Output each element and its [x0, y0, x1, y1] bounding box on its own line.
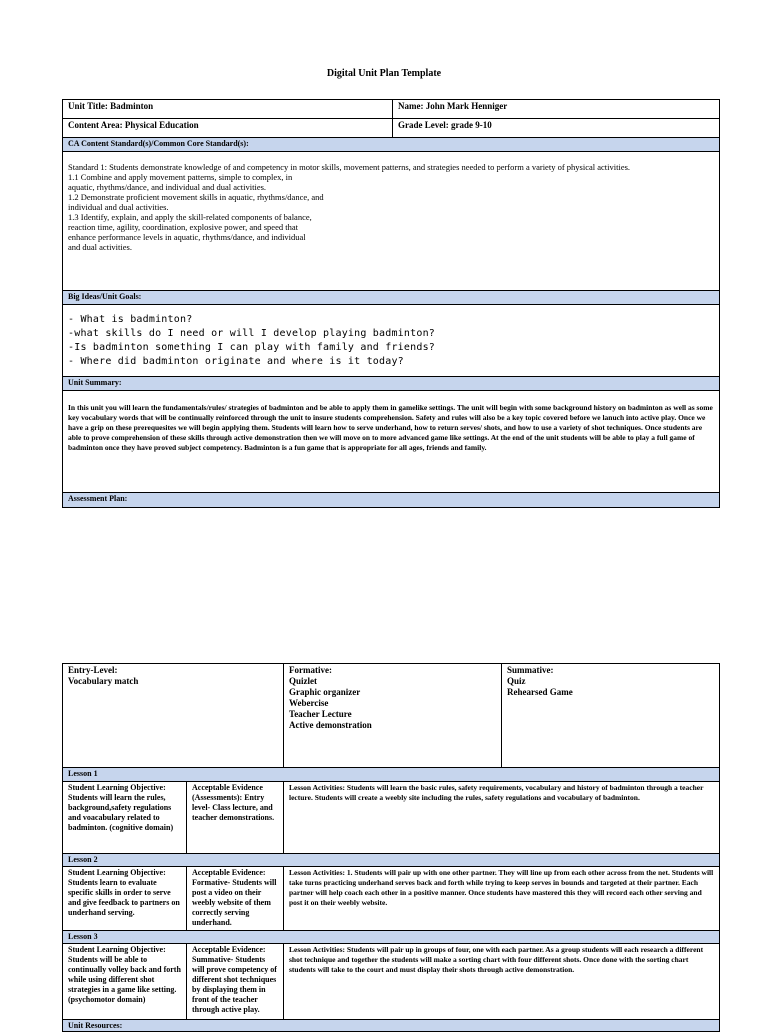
name-cell: Name: John Mark Henniger	[393, 100, 720, 119]
lesson-1-band: Lesson 1	[63, 768, 720, 782]
document-title: Digital Unit Plan Template	[326, 68, 442, 79]
big-idea-item: -what skills do I need or will I develop playing badminton?	[68, 328, 436, 339]
lesson-1-evidence: Acceptable Evidence (Assessments): Entry level- Class lecture, and teacher demonstrations.	[187, 782, 284, 854]
assessment-plan-heading: Assessment Plan:	[63, 493, 720, 508]
formative-cell: Formative: Quizlet Graphic organizer Webercise Teacher Lecture Active demonstration	[284, 664, 502, 768]
lesson-2-band: Lesson 2	[63, 854, 720, 867]
lesson-3-band: Lesson 3	[63, 931, 720, 944]
unit-plan-table	[62, 99, 720, 508]
big-idea-item: - What is badminton?	[68, 314, 193, 325]
big-idea-item: -Is badminton something I can play with family and friends?	[68, 342, 436, 353]
lesson-1-activities: Lesson Activities: Students will learn the basic rules, safety requirements, vocabulary and history of badminton through a teacher lecture. Students will create a weebly site including the rules, safety regulations and vocabulary of badminton.	[284, 782, 720, 854]
lesson-2-activities: Lesson Activities: 1. Students will pair up with one other partner. They will line up from each other across from the net. Students will take turns practicing underhand serves back and forth while trying to keep serves in bounds and targeted at their partner. Each partner will help coach each other in a positive manner. Once students have mastered this they will record each other serving and post it on their weebly website.	[284, 867, 720, 931]
unit-title-cell: Unit Title: Badminton	[63, 100, 393, 119]
standards-text: Standard 1: Students demonstrate knowledge of and competency in motor skills, movement patterns, and strategies needed to perform a variety of physical activities. 1.1 Combine and apply movement patterns, simple to complex, in aquatic, rhythms/dance, and individual and dual activities. 1.2 Demonstrate proficient movement skills in aquatic, rhythms/dance, and individual and dual activities. 1.3 Identify, explain, and apply the skill-related components of balance, reaction time, agility, coordination, explosive power, and speed that enhance performance levels in aquatic, rhythms/dance, and individual and dual activities.	[63, 152, 720, 291]
standards-heading: CA Content Standard(s)/Common Core Standard(s):	[63, 138, 720, 152]
assessment-lessons-table	[62, 663, 720, 1032]
lesson-3-evidence: Acceptable Evidence: Summative- Students will prove competency of different shot techniques by displaying them in front of the teacher through active play.	[187, 944, 284, 1020]
content-area-cell: Content Area: Physical Education	[63, 119, 393, 138]
lesson-2-evidence: Acceptable Evidence: Formative- Students will post a video on their weebly website of them correctly serving underhand.	[187, 867, 284, 931]
summative-cell: Summative: Quiz Rehearsed Game	[502, 664, 720, 768]
big-idea-item: - Where did badminton originate and where is it today?	[68, 356, 404, 367]
entry-level-cell: Entry-Level: Vocabulary match	[63, 664, 284, 768]
unit-summary-heading: Unit Summary:	[63, 377, 720, 391]
lesson-3-objective: Student Learning Objective: Students will be able to continually volley back and forth while using different shot strategies in a game like setting. (psychomotor domain)	[63, 944, 187, 1020]
big-ideas-list	[63, 305, 720, 377]
lesson-3-activities: Lesson Activities: Students will pair up in groups of four, one with each partner. As a group students will each research a different shot technique and together the students will make a sorting chart with four different shots. Once done with the sorting chart students will take to the court and must display their shots through active demonstration.	[284, 944, 720, 1020]
unit-resources-heading: Unit Resources:	[63, 1020, 720, 1032]
big-ideas-heading: Big Ideas/Unit Goals:	[63, 291, 720, 305]
lesson-2-objective: Student Learning Objective: Students learn to evaluate specific skills in order to serve and give feedback to partners on underhand serving.	[63, 867, 187, 931]
lesson-1-objective: Student Learning Objective: Students will learn the rules, background,safety regulations and voacabulary related to badminton. (cognitive domain)	[63, 782, 187, 854]
grade-level-cell: Grade Level: grade 9-10	[393, 119, 720, 138]
unit-summary-text: In this unit you will learn the fundamentals/rules/ strategies of badminton and be able to apply them in gamelike settings. The unit will begin with some background history on badminton as well as some key vocabulary words that will be continually reinforced through the unit to insure students comprehension. Safety and rules will also be a key topic covered before we lanuch into active play. Once we have a grip on these prerequesites we will begin applying them. Students will learn how to serve underhand, how to return serves/ shots, and how to use a variety of shot techniques. Once students are able to prove comprehension of these skills through active demonstration then we will move on to more advanced game like settings. At the end of the unit students will be able to play a full game of badminton once they have proved subject competency. Badminton is a fun game that is appropriate for all ages, friends and family.	[63, 391, 720, 493]
